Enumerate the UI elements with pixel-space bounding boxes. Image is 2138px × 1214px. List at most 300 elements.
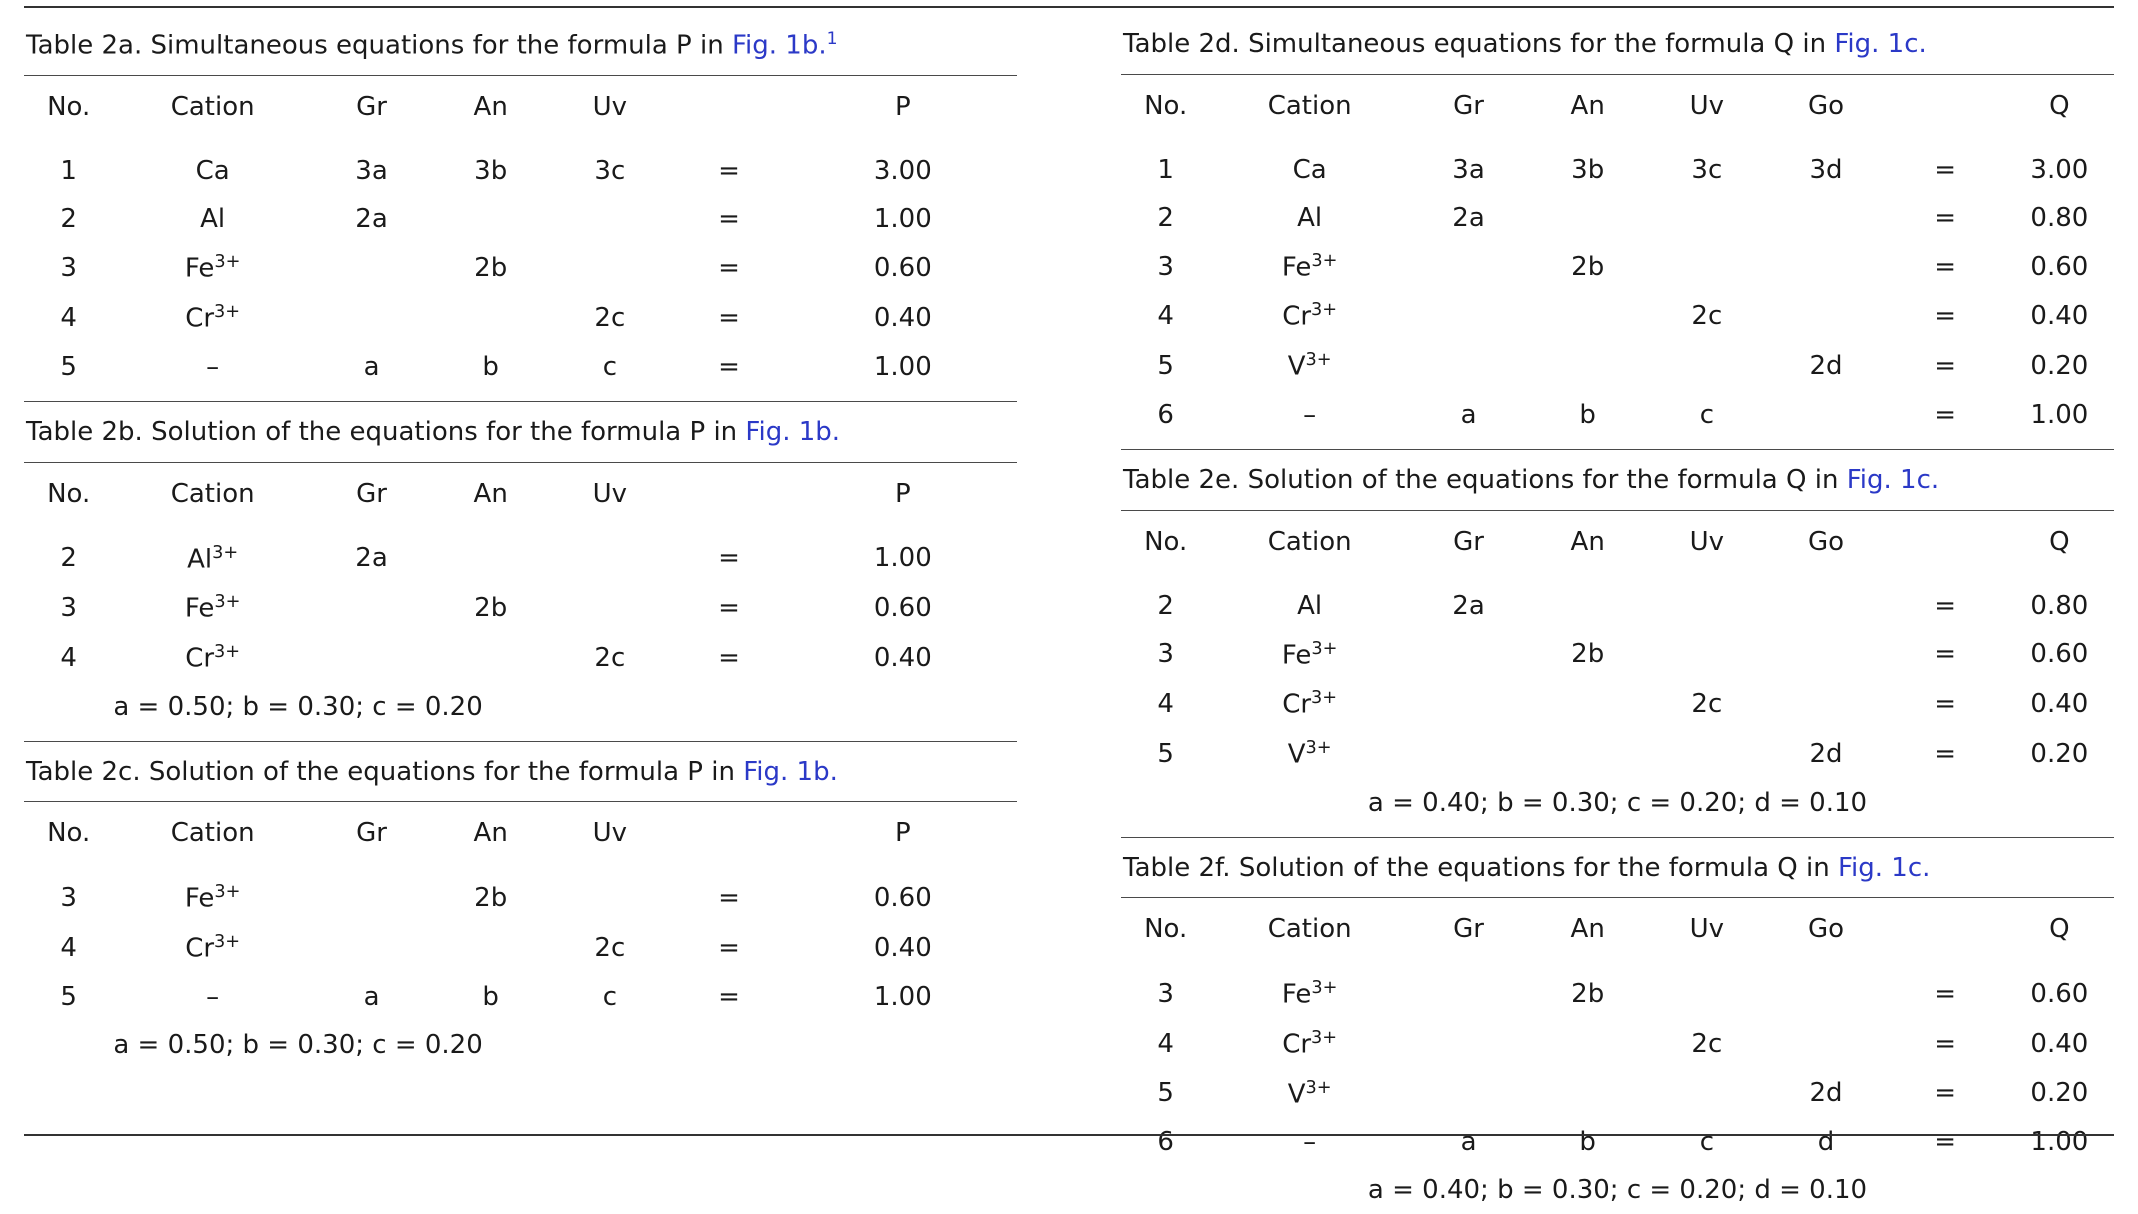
table-cell: 2b xyxy=(1571,639,1605,670)
table-cell: = xyxy=(1934,251,1957,282)
table-cell: $Fe^{3+}$ xyxy=(1281,978,1338,1010)
table-cell xyxy=(1766,679,1885,729)
table-row xyxy=(24,864,1017,923)
table-2f-header-row xyxy=(1121,898,2114,960)
table-2c-note-row xyxy=(24,1021,1017,1069)
table-cell: = xyxy=(718,593,740,624)
table-cell: 3.00 xyxy=(873,156,932,187)
table-cell: = xyxy=(1934,689,1957,720)
table-2d-header-cell: Uv xyxy=(1689,90,1725,121)
table-2b-header-cell: Cation xyxy=(170,478,255,509)
table-2d-header-cell xyxy=(1886,75,2005,137)
table-cell: 0.60 xyxy=(873,883,932,914)
table-cell xyxy=(550,583,669,633)
table-cell xyxy=(1528,341,1647,391)
table-2b-header-row xyxy=(24,463,1017,525)
table-cell: $Fe^{3+}$ xyxy=(1281,638,1338,671)
table-cell: – xyxy=(206,351,220,382)
table-cell: = xyxy=(718,981,740,1012)
table-2a-caption-text: Table 2a. Simultaneous equations for the formula P in xyxy=(26,30,732,61)
table-row xyxy=(24,973,1017,1021)
table-cell: 3a xyxy=(355,156,388,187)
table-2c-header-cell: No. xyxy=(47,818,91,849)
table-2d xyxy=(1121,75,2114,439)
table-row xyxy=(1121,1118,2114,1166)
table-cell xyxy=(1647,960,1766,1019)
table-cell xyxy=(1647,1069,1766,1119)
table-row xyxy=(24,195,1017,243)
table-2b-header-cell: An xyxy=(473,478,508,509)
table-cell: $Cr^{3+}$ xyxy=(185,302,241,334)
table-cell xyxy=(550,243,669,293)
table-2e-header-cell: Cation xyxy=(1267,526,1352,557)
table-cell xyxy=(312,923,431,973)
table-row xyxy=(1121,291,2114,341)
table-cell: 2b xyxy=(474,593,508,624)
table-cell: 0.60 xyxy=(2030,639,2089,670)
table-cell: 2a xyxy=(355,543,388,574)
table-2a-header-cell: Gr xyxy=(356,92,387,123)
table-cell xyxy=(1647,194,1766,242)
table-cell: – xyxy=(1303,399,1317,430)
table-2a-header-row xyxy=(24,76,1017,138)
table-cell: 1.00 xyxy=(873,204,932,235)
table-cell: 2b xyxy=(474,253,508,284)
table-row xyxy=(1121,573,2114,630)
table-2a xyxy=(24,76,1017,390)
table-cell: Ca xyxy=(1292,154,1327,185)
table-cell xyxy=(312,633,431,683)
table-cell xyxy=(1409,729,1528,779)
table-cell: c xyxy=(1699,1127,1714,1158)
table-2a-figure-link[interactable]: Fig. 1b. xyxy=(731,30,827,61)
table-cell: c xyxy=(1699,399,1714,430)
table-cell: = xyxy=(1934,738,1957,769)
table-row xyxy=(24,583,1017,633)
table-cell: Ca xyxy=(195,156,230,187)
table-cell xyxy=(1409,291,1528,341)
table-cell xyxy=(1409,679,1528,729)
table-cell: = xyxy=(718,204,740,235)
table-2e-caption xyxy=(1121,450,2114,510)
table-2b-header-cell xyxy=(669,463,788,525)
table-cell: $Fe^{3+}$ xyxy=(184,592,241,624)
table-cell: Al xyxy=(1297,202,1323,233)
top-rule xyxy=(24,6,2114,8)
table-2e-header-cell: Q xyxy=(2049,526,2070,557)
table-cell xyxy=(1766,291,1885,341)
table-cell: = xyxy=(1934,202,1957,233)
table-cell: 2 xyxy=(60,204,77,235)
table-cell: 3 xyxy=(60,593,77,624)
table-cell: = xyxy=(718,883,740,914)
table-cell: a xyxy=(1460,1127,1477,1158)
table-cell: 1.00 xyxy=(873,351,932,382)
table-2d-header-cell: Q xyxy=(2049,90,2070,121)
table-cell: $V^{3+}$ xyxy=(1287,350,1332,382)
table-cell xyxy=(1409,1069,1528,1119)
table-2d-header-cell: No. xyxy=(1144,90,1188,121)
table-cell: 0.80 xyxy=(2030,590,2089,621)
table-cell: = xyxy=(1934,154,1957,185)
table-2a-block xyxy=(24,14,1017,402)
table-2c-header-cell: Uv xyxy=(592,818,628,849)
table-cell xyxy=(1766,960,1885,1019)
table-2b xyxy=(24,463,1017,731)
table-cell: = xyxy=(1934,399,1957,430)
table-row xyxy=(1121,391,2114,439)
table-cell xyxy=(1766,242,1885,292)
table-2e xyxy=(1121,511,2114,827)
table-cell xyxy=(431,293,550,343)
table-2d-header-row xyxy=(1121,75,2114,137)
table-2e-block xyxy=(1121,450,2114,838)
table-2a-header-cell: P xyxy=(894,92,911,123)
table-cell xyxy=(1528,194,1647,242)
table-2e-header-cell: Go xyxy=(1807,526,1845,557)
table-cell: = xyxy=(1934,590,1957,621)
table-2d-figure-link[interactable]: Fig. 1c. xyxy=(1834,29,1927,59)
table-cell: 0.60 xyxy=(2030,251,2089,282)
table-2d-caption-text: Table 2d. Simultaneous equations for the formula Q in xyxy=(1123,29,1835,59)
table-2a-header-cell: An xyxy=(473,92,508,123)
table-cell: $Cr^{3+}$ xyxy=(1282,688,1338,720)
table-cell: = xyxy=(1934,1127,1957,1158)
table-cell: $Cr^{3+}$ xyxy=(1282,300,1338,333)
table-2c-figure-link[interactable]: Fig. 1b. xyxy=(743,756,838,787)
table-2b-header-cell: Gr xyxy=(356,478,387,509)
table-cell: $V^{3+}$ xyxy=(1287,737,1332,770)
table-2f-header-cell: Cation xyxy=(1267,914,1352,945)
table-cell: c xyxy=(602,351,617,382)
table-cell xyxy=(1647,341,1766,391)
table-2e-header-row xyxy=(1121,511,2114,573)
right-column xyxy=(1069,14,2114,1214)
left-column xyxy=(24,14,1069,1214)
table-cell xyxy=(431,633,550,683)
table-cell xyxy=(312,243,431,293)
table-2b-header-cell: P xyxy=(894,478,911,509)
table-cell xyxy=(312,293,431,343)
table-cell xyxy=(1528,291,1647,341)
table-cell xyxy=(1409,242,1528,292)
table-cell: = xyxy=(1934,639,1957,670)
table-cell xyxy=(550,864,669,923)
table-cell: c xyxy=(602,981,617,1012)
bottom-rule xyxy=(24,1134,2114,1136)
table-2d-header-cell: An xyxy=(1570,90,1605,121)
table-row xyxy=(24,633,1017,683)
table-cell: 2d xyxy=(1809,350,1843,381)
table-cell: 4 xyxy=(60,932,77,963)
table-cell: 4 xyxy=(60,302,77,333)
table-2b-note-row xyxy=(24,683,1017,731)
table-cell: – xyxy=(1303,1127,1317,1158)
table-cell xyxy=(1766,573,1885,630)
table-cell: = xyxy=(718,156,740,187)
table-cell: 5 xyxy=(60,981,77,1012)
table-2c-note: a = 0.50; b = 0.30; c = 0.20 xyxy=(113,1029,483,1060)
table-cell xyxy=(431,923,550,973)
table-cell: 0.20 xyxy=(2030,350,2089,381)
table-cell: 4 xyxy=(60,642,77,673)
table-cell: 3.00 xyxy=(2030,154,2089,185)
table-cell xyxy=(1528,1069,1647,1119)
table-cell: 3b xyxy=(474,156,508,187)
table-cell: $Fe^{3+}$ xyxy=(184,252,241,285)
table-cell: 2d xyxy=(1809,738,1843,769)
table-row xyxy=(1121,679,2114,729)
table-cell: 2c xyxy=(594,302,626,333)
table-2c-block xyxy=(24,742,1017,1069)
table-cell xyxy=(1766,391,1885,439)
table-cell xyxy=(1528,1019,1647,1069)
table-cell: 2b xyxy=(474,883,508,914)
table-cell xyxy=(1409,1019,1528,1069)
table-row xyxy=(1121,137,2114,194)
table-cell xyxy=(1766,1019,1885,1069)
table-row xyxy=(24,525,1017,584)
table-cell: a xyxy=(363,981,380,1012)
table-cell: b xyxy=(482,981,499,1012)
table-cell: 3a xyxy=(1452,154,1485,185)
table-cell: 2b xyxy=(1571,251,1605,282)
table-cell: 4 xyxy=(1157,301,1174,332)
table-2e-note: a = 0.40; b = 0.30; c = 0.20; d = 0.10 xyxy=(1367,787,1868,818)
table-cell xyxy=(1647,729,1766,779)
table-cell: 2a xyxy=(355,204,388,235)
table-cell: = xyxy=(1934,1028,1957,1059)
table-row xyxy=(1121,1019,2114,1069)
table-cell: 5 xyxy=(1157,350,1174,381)
table-cell: 5 xyxy=(1157,738,1174,769)
table-row xyxy=(1121,341,2114,391)
table-cell: 1.00 xyxy=(873,543,932,574)
table-cell xyxy=(550,525,669,584)
table-cell: 3d xyxy=(1809,154,1843,185)
table-row xyxy=(1121,960,2114,1019)
table-2a-header-cell: Uv xyxy=(592,92,628,123)
table-cell: d xyxy=(1817,1127,1835,1158)
table-2e-caption-text: Table 2e. Solution of the equations for the formula Q in xyxy=(1123,464,1847,495)
table-cell xyxy=(1409,960,1528,1019)
table-2f xyxy=(1121,898,2114,1214)
table-2c-header-cell xyxy=(669,802,788,864)
table-cell xyxy=(312,864,431,923)
table-2f-header-cell: Uv xyxy=(1689,914,1725,945)
table-2c-header-cell: P xyxy=(894,818,911,849)
table-cell xyxy=(1409,630,1528,680)
table-cell: 0.20 xyxy=(2030,738,2089,769)
table-row xyxy=(1121,194,2114,242)
table-2f-note: a = 0.40; b = 0.30; c = 0.20; d = 0.10 xyxy=(1367,1175,1868,1206)
table-cell: 0.40 xyxy=(873,302,932,333)
table-cell: 2a xyxy=(1452,590,1485,621)
table-2c-header-cell: An xyxy=(473,818,508,849)
table-cell: 3 xyxy=(1157,979,1174,1010)
table-cell xyxy=(431,195,550,243)
table-cell: 2a xyxy=(1452,202,1485,233)
table-cell: 0.20 xyxy=(2030,1078,2089,1109)
table-cell xyxy=(431,525,550,584)
table-2f-block xyxy=(1121,838,2114,1214)
table-cell xyxy=(1766,194,1885,242)
table-cell: a xyxy=(1460,399,1477,430)
table-cell: = xyxy=(1934,301,1957,332)
table-cell: 0.80 xyxy=(2030,202,2089,233)
table-cell: 5 xyxy=(60,351,77,382)
table-2e-header-cell: Uv xyxy=(1689,526,1725,557)
table-cell: 1.00 xyxy=(2030,1127,2089,1158)
table-cell: 2c xyxy=(1691,301,1723,332)
table-cell: 2c xyxy=(1691,689,1723,720)
table-cell: 4 xyxy=(1157,689,1174,720)
table-row xyxy=(24,138,1017,195)
table-2a-header-cell: No. xyxy=(47,92,91,123)
table-2f-header-cell: An xyxy=(1570,914,1605,945)
table-cell: 0.40 xyxy=(2030,689,2089,720)
table-row xyxy=(1121,242,2114,292)
table-cell xyxy=(1766,630,1885,680)
table-cell: Al xyxy=(1297,590,1323,621)
table-2e-header-cell: No. xyxy=(1144,526,1188,557)
table-cell: 3 xyxy=(1157,251,1174,282)
table-cell: 3 xyxy=(60,883,77,914)
table-cell: $Cr^{3+}$ xyxy=(185,931,241,964)
table-2f-header-cell: Gr xyxy=(1453,914,1484,945)
table-2c-caption xyxy=(24,742,1017,802)
table-cell: $Fe^{3+}$ xyxy=(184,882,241,914)
table-cell: 0.40 xyxy=(2030,1028,2089,1059)
table-row xyxy=(24,293,1017,343)
table-2f-caption-text: Table 2f. Solution of the equations for the formula Q in xyxy=(1123,852,1838,883)
table-cell: 0.40 xyxy=(873,642,932,673)
table-2a-header-cell: Cation xyxy=(170,92,255,123)
table-cell: – xyxy=(206,981,220,1012)
table-cell: b xyxy=(1579,399,1596,430)
table-cell: $V^{3+}$ xyxy=(1287,1077,1332,1110)
table-cell: 0.60 xyxy=(873,593,932,624)
table-cell: $Al^{3+}$ xyxy=(187,542,239,575)
table-cell: 3c xyxy=(1691,154,1723,185)
table-2f-header-cell: No. xyxy=(1144,914,1188,945)
table-cell: = xyxy=(1934,350,1957,381)
table-2e-note-row xyxy=(1121,779,2114,827)
table-cell: 4 xyxy=(1157,1028,1174,1059)
table-2e-header-cell: Gr xyxy=(1453,526,1484,557)
table-cell: = xyxy=(718,932,740,963)
table-cell xyxy=(1647,242,1766,292)
table-2a-header-cell xyxy=(669,76,788,138)
table-cell: 2d xyxy=(1809,1078,1843,1109)
table-cell xyxy=(1528,679,1647,729)
table-row xyxy=(24,923,1017,973)
table-cell: $Cr^{3+}$ xyxy=(185,641,241,674)
table-row xyxy=(1121,630,2114,680)
table-2d-caption xyxy=(1121,14,2114,74)
table-cell: 0.40 xyxy=(873,932,932,963)
table-2b-caption xyxy=(24,402,1017,462)
table-2b-figure-link[interactable]: Fig. 1b. xyxy=(745,416,841,447)
table-cell: 6 xyxy=(1157,399,1174,430)
table-cell: 1.00 xyxy=(2030,399,2089,430)
table-cell: $Fe^{3+}$ xyxy=(1281,250,1338,283)
table-cell xyxy=(1528,729,1647,779)
table-2d-header-cell: Gr xyxy=(1453,90,1484,121)
table-cell: 3b xyxy=(1571,154,1605,185)
table-row xyxy=(1121,1069,2114,1119)
table-row xyxy=(1121,729,2114,779)
table-cell: 3c xyxy=(594,156,626,187)
table-2f-figure-link[interactable]: Fig. 1c. xyxy=(1837,852,1931,883)
table-cell xyxy=(1409,341,1528,391)
table-cell xyxy=(1647,573,1766,630)
table-2b-header-cell: Uv xyxy=(592,478,628,509)
table-2e-header-cell: An xyxy=(1570,526,1605,557)
table-2b-note: a = 0.50; b = 0.30; c = 0.20 xyxy=(113,691,483,722)
table-cell: 2c xyxy=(594,932,626,963)
table-cell xyxy=(550,195,669,243)
table-cell: = xyxy=(718,253,740,284)
table-2f-header-cell: Go xyxy=(1807,914,1845,945)
table-cell: 2b xyxy=(1571,979,1605,1010)
table-cell: = xyxy=(718,351,740,382)
table-2e-header-cell xyxy=(1886,511,2005,573)
table-cell: 3 xyxy=(1157,639,1174,670)
table-cell: 1.00 xyxy=(873,981,932,1012)
table-2c-header-row xyxy=(24,802,1017,864)
table-cell: a xyxy=(363,351,380,382)
table-2a-caption xyxy=(24,14,1017,75)
table-2d-block xyxy=(1121,14,2114,450)
table-2f-header-cell: Q xyxy=(2049,914,2070,945)
table-2f-caption xyxy=(1121,838,2114,898)
table-cell: 1 xyxy=(1157,154,1174,185)
table-cell xyxy=(1647,630,1766,680)
table-2b-caption-text: Table 2b. Solution of the equations for the formula P in xyxy=(26,416,746,447)
table-2c xyxy=(24,802,1017,1068)
table-2c-header-cell: Cation xyxy=(170,818,255,849)
table-cell: = xyxy=(718,302,740,333)
table-cell: 2 xyxy=(1157,590,1174,621)
table-2d-header-cell: Cation xyxy=(1267,90,1352,121)
table-2c-caption-text: Table 2c. Solution of the equations for the formula P in xyxy=(26,756,744,787)
table-row xyxy=(24,243,1017,293)
table-cell: = xyxy=(1934,1078,1957,1109)
table-cell: 0.60 xyxy=(873,253,932,284)
table-2a-footnote-ref[interactable]: 1 xyxy=(826,29,838,49)
table-cell: 6 xyxy=(1157,1127,1174,1158)
table-cell xyxy=(1528,573,1647,630)
table-2f-note-row xyxy=(1121,1166,2114,1214)
table-cell: 0.60 xyxy=(2030,979,2089,1010)
table-cell: = xyxy=(718,543,740,574)
table-cell: = xyxy=(1934,979,1957,1010)
table-cell: 2 xyxy=(1157,202,1174,233)
table-row xyxy=(24,343,1017,391)
table-2e-figure-link[interactable]: Fig. 1c. xyxy=(1846,464,1940,495)
table-cell: 5 xyxy=(1157,1078,1174,1109)
table-cell: b xyxy=(482,351,499,382)
table-2b-header-cell: No. xyxy=(47,478,91,509)
table-cell: 0.40 xyxy=(2030,301,2089,332)
table-cell: 1 xyxy=(60,156,77,187)
table-2f-header-cell xyxy=(1886,898,2005,960)
table-cell xyxy=(312,583,431,633)
table-cell: $Cr^{3+}$ xyxy=(1282,1027,1338,1060)
table-cell: 2c xyxy=(594,642,626,673)
table-2c-header-cell: Gr xyxy=(356,818,387,849)
